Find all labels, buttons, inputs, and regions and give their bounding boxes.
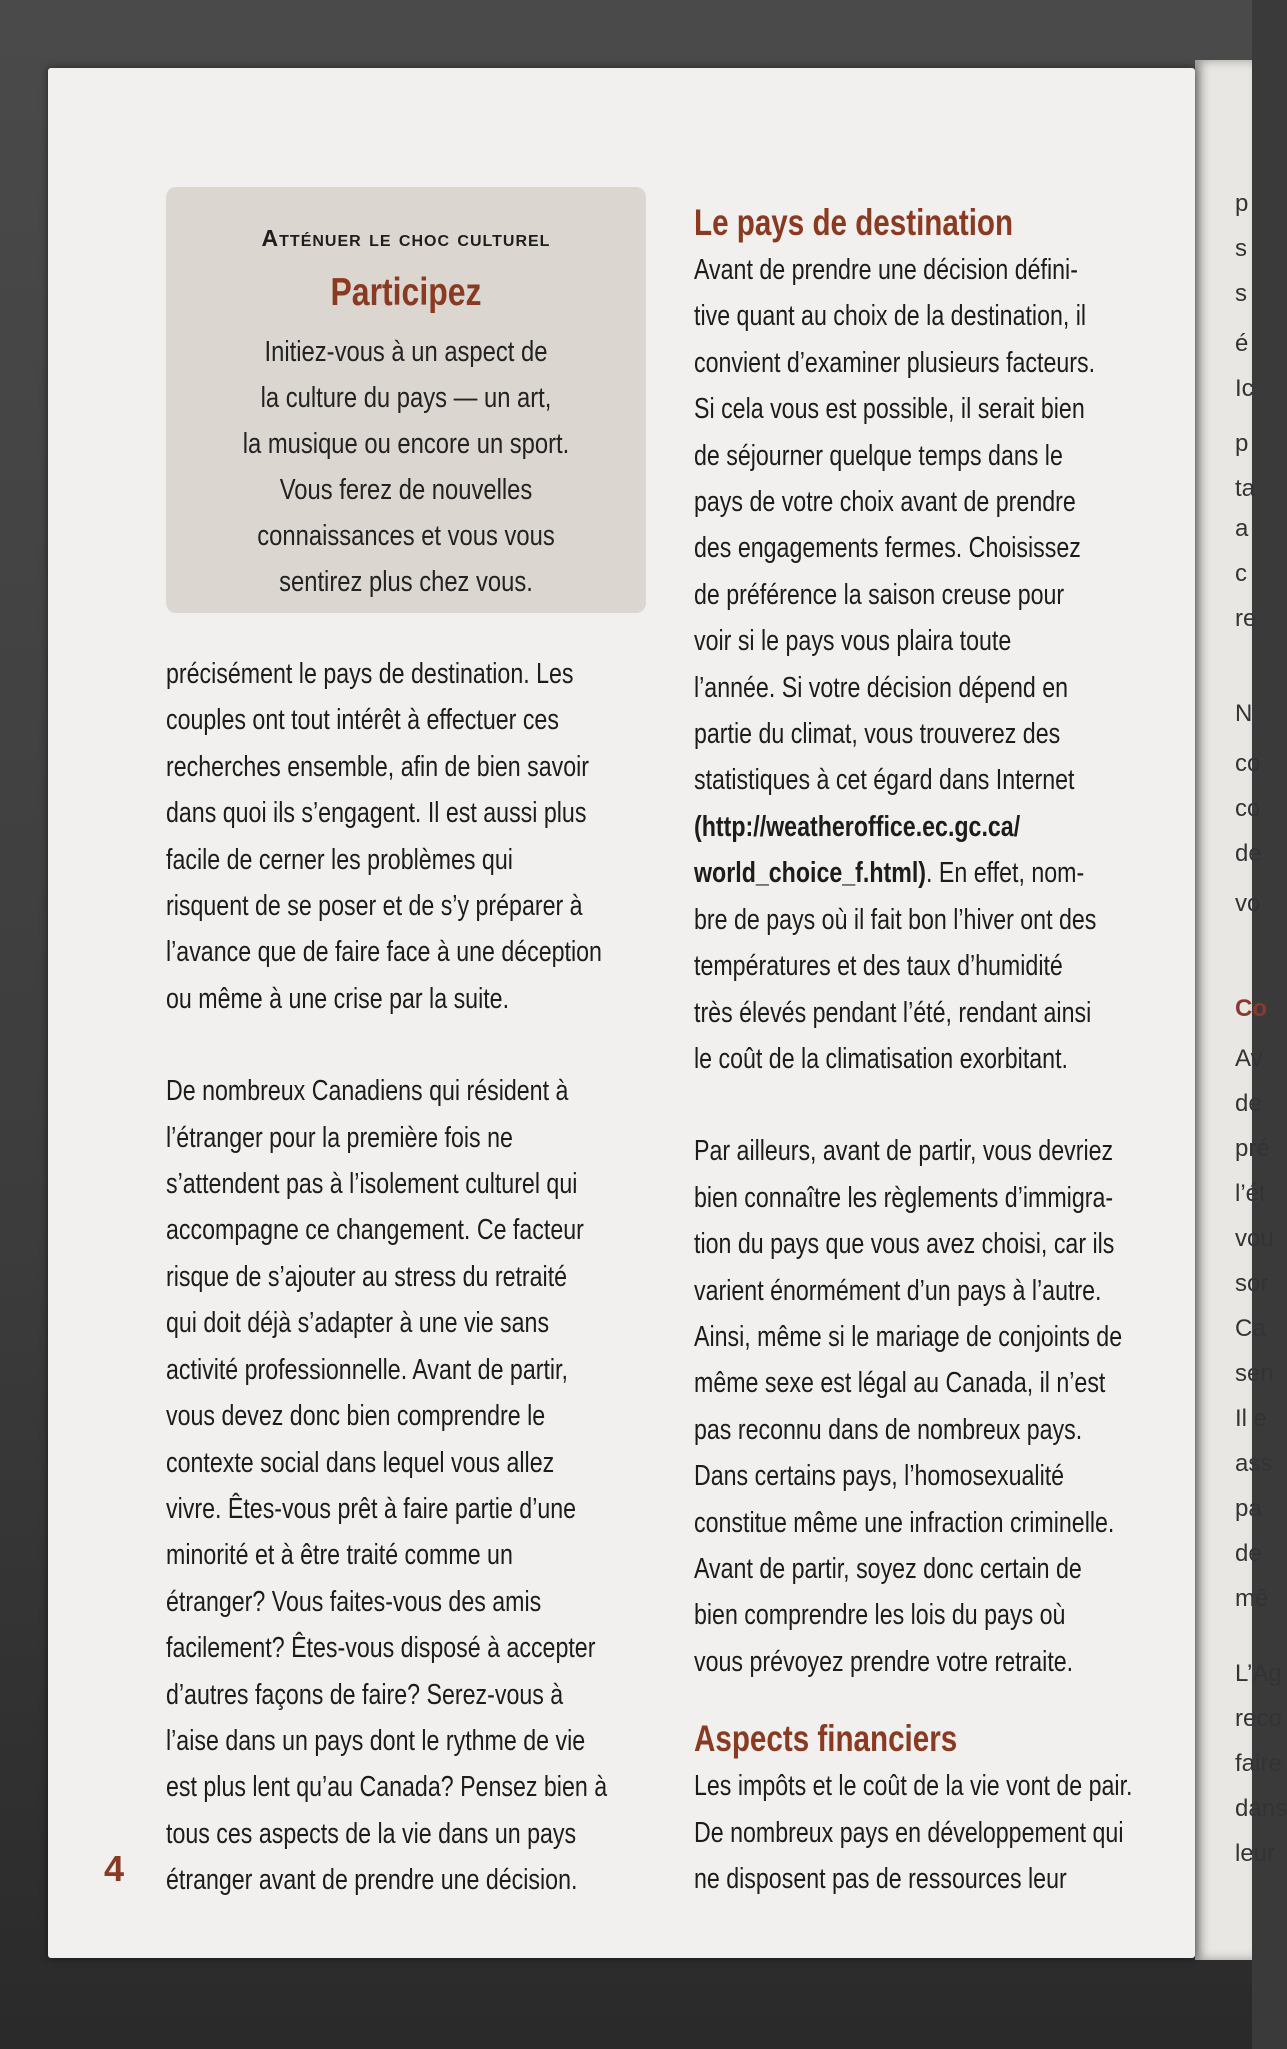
text-line: facilement? Êtes-vous disposé à accepter bbox=[166, 1632, 596, 1665]
next-page-text-fragment: p bbox=[1235, 190, 1249, 217]
text-line: est plus lent qu’au Canada? Pensez bien à bbox=[166, 1771, 608, 1804]
next-page-text-fragment: s bbox=[1235, 235, 1247, 262]
text-line: couples ont tout intérêt à effectuer ces bbox=[166, 704, 559, 737]
left-paragraph-1 bbox=[166, 651, 717, 1022]
next-page-text-fragment: l’ét bbox=[1235, 1180, 1266, 1207]
next-page-text-fragment: Il e bbox=[1235, 1405, 1268, 1432]
next-page-text-fragment: Ca bbox=[1235, 1315, 1266, 1342]
text-line: tive quant au choix de la destination, il bbox=[694, 300, 1087, 333]
text-line: accompagne ce changement. Ce facteur bbox=[166, 1214, 584, 1247]
text-line: étranger? Vous faites-vous des amis bbox=[166, 1585, 542, 1618]
callout-title: Participez bbox=[330, 271, 482, 314]
next-page-text-fragment: reco bbox=[1235, 1705, 1282, 1732]
text-line: activité professionnelle. Avant de partir, bbox=[166, 1353, 568, 1386]
text-line: contexte social dans lequel vous allez bbox=[166, 1446, 555, 1479]
text-line: tous ces aspects de la vie dans un pays bbox=[166, 1817, 577, 1850]
text-line: Avant de partir, soyez donc certain de bbox=[694, 1552, 1082, 1585]
text-line: voir si le pays vous plaira toute bbox=[694, 625, 1012, 658]
text-line: pas reconnu dans de nombreux pays. bbox=[694, 1413, 1083, 1446]
next-page-text-fragment: é bbox=[1235, 330, 1249, 357]
text-line: Les impôts et le coût de la vie vont de pair. bbox=[694, 1770, 1133, 1803]
next-page-text-fragment: dans bbox=[1235, 1795, 1287, 1822]
weather-url-end: world_choice_f.html) bbox=[694, 857, 927, 890]
next-page-text-fragment: mê bbox=[1235, 1585, 1269, 1612]
text-line: minorité et à être traité comme un bbox=[166, 1539, 513, 1572]
text-line: varient énormément d’un pays à l’autre. bbox=[694, 1274, 1102, 1307]
next-page-text-fragment: s bbox=[1235, 280, 1247, 307]
text-line: risque de s’ajouter au stress du retraité bbox=[166, 1260, 568, 1293]
text-line: l’année. Si votre décision dépend en bbox=[694, 671, 1069, 704]
right-paragraph-2 bbox=[694, 1128, 1242, 1685]
text-line: s’attendent pas à l’isolement culturel qui bbox=[166, 1168, 578, 1201]
text-line: précisément le pays de destination. Les bbox=[166, 658, 574, 690]
text-line: bien comprendre les lois du pays où bbox=[694, 1599, 1066, 1632]
next-page-text-fragment: pa bbox=[1235, 1495, 1262, 1522]
text-line: tion du pays que vous avez choisi, car ils bbox=[694, 1228, 1115, 1261]
text-line: bre de pays où il fait bon l’hiver ont des bbox=[694, 903, 1097, 936]
text-line: vivre. Êtes-vous prêt à faire partie d’une bbox=[166, 1492, 577, 1525]
next-page-text-fragment: L’Ag bbox=[1235, 1660, 1282, 1687]
text-line: l’avance que de faire face à une déception bbox=[166, 936, 602, 969]
text-line: Si cela vous est possible, il serait bien bbox=[694, 393, 1085, 426]
next-page-text-fragment: sen bbox=[1235, 1360, 1274, 1387]
text-line: ou même à une crise par la suite. bbox=[166, 982, 510, 1015]
callout-line: la musique ou encore un sport. bbox=[242, 428, 570, 460]
next-page-text-fragment: re bbox=[1235, 605, 1257, 632]
paragraph-gap bbox=[694, 1685, 1242, 1715]
text-line: Avant de prendre une décision défini- bbox=[694, 254, 1078, 286]
section-heading-destination: Le pays de destination bbox=[694, 202, 1014, 243]
text-line: dans quoi ils s’engagent. Il est aussi plus bbox=[166, 797, 587, 830]
paragraph-gap bbox=[166, 1022, 717, 1068]
text-line: étranger avant de prendre une décision. bbox=[166, 1864, 578, 1897]
text-line: recherches ensemble, afin de bien savoir bbox=[166, 750, 589, 783]
next-page-text-fragment: c bbox=[1235, 560, 1247, 587]
text-line: températures et des taux d’humidité bbox=[694, 950, 1063, 983]
text-line: d’autres façons de faire? Serez-vous à bbox=[166, 1678, 564, 1711]
text-line: l’étranger pour la première fois ne bbox=[166, 1121, 513, 1154]
text-line: constitue même une infraction criminelle. bbox=[694, 1506, 1115, 1539]
text-line: de séjourner quelque temps dans le bbox=[694, 439, 1063, 472]
callout-line: Initiez-vous à un aspect de bbox=[264, 336, 548, 368]
text-line: pays de votre choix avant de prendre bbox=[694, 486, 1076, 519]
left-paragraph-2 bbox=[166, 1068, 717, 1903]
next-page-text-fragment: ass bbox=[1235, 1450, 1273, 1477]
callout-heading: Atténuer le choc culturel bbox=[261, 225, 551, 251]
next-page-text-fragment: co bbox=[1235, 750, 1261, 777]
right-paragraph-3 bbox=[694, 1763, 1242, 1902]
culture-shock-callout-box bbox=[166, 187, 646, 613]
next-page-text-fragment: co bbox=[1235, 795, 1261, 822]
left-column bbox=[166, 651, 717, 1904]
paragraph-gap bbox=[694, 1082, 1242, 1128]
next-page-text-fragment: a bbox=[1235, 515, 1249, 542]
text-line: bien connaître les règlements d’immigra- bbox=[694, 1181, 1114, 1214]
next-page-text-fragment: pré bbox=[1235, 1135, 1270, 1162]
next-page-text-fragment: vou bbox=[1235, 1225, 1274, 1252]
text-line: Ainsi, même si le mariage de conjoints de bbox=[694, 1320, 1123, 1353]
next-page-text-fragment: ta bbox=[1235, 475, 1256, 502]
text-line: risquent de se poser et de s’y préparer à bbox=[166, 890, 583, 923]
right-paragraph-1 bbox=[694, 247, 1242, 1082]
text-line: De nombreux pays en développement qui bbox=[694, 1816, 1124, 1849]
text-line: partie du climat, vous trouverez des bbox=[694, 718, 1061, 751]
text-line: convient d’examiner plusieurs facteurs. bbox=[694, 346, 1096, 379]
section-heading-financial: Aspects financiers bbox=[694, 1718, 958, 1760]
text-line: très élevés pendant l’été, rendant ainsi bbox=[694, 996, 1092, 1029]
text-line: Dans certains pays, l’homosexualité bbox=[694, 1460, 1065, 1493]
right-column bbox=[694, 199, 1242, 1902]
text-line: Par ailleurs, avant de partir, vous devriez bbox=[694, 1135, 1114, 1168]
page-number: 4 bbox=[104, 1848, 125, 1889]
text-line: vous devez donc bien comprendre le bbox=[166, 1400, 546, 1433]
text-line: de préférence la saison creuse pour bbox=[694, 578, 1065, 611]
next-page-text-fragment: sor bbox=[1235, 1270, 1269, 1297]
text-line: statistiques à cet égard dans Internet bbox=[694, 764, 1075, 797]
next-page-text-fragment: vo bbox=[1235, 890, 1261, 917]
next-page-text-fragment: de bbox=[1235, 1090, 1262, 1117]
next-page-text-fragment: Ic bbox=[1235, 375, 1254, 402]
text-line: facile de cerner les problèmes qui bbox=[166, 843, 513, 876]
callout-line: connaissances et vous vous bbox=[257, 520, 555, 552]
next-page-text-fragment: faire bbox=[1235, 1750, 1282, 1777]
text-line: des engagements fermes. Choisissez bbox=[694, 532, 1081, 565]
next-page-text-fragment: de bbox=[1235, 1540, 1262, 1567]
callout-body bbox=[209, 329, 603, 605]
next-page-text-fragment: Av bbox=[1235, 1045, 1263, 1072]
text-line: le coût de la climatisation exorbitant. bbox=[694, 1042, 1068, 1075]
text-line: même sexe est légal au Canada, il n’est bbox=[694, 1367, 1106, 1400]
text-line bbox=[694, 850, 1132, 896]
callout-line: Vous ferez de nouvelles bbox=[279, 474, 533, 506]
next-page-text-fragment: p bbox=[1235, 430, 1249, 457]
callout-line: la culture du pays — un art, bbox=[260, 382, 552, 414]
next-page-text-fragment: Co bbox=[1235, 995, 1267, 1022]
next-page-text-fragment: N bbox=[1235, 700, 1253, 727]
document-page bbox=[48, 68, 1195, 1958]
text-line: De nombreux Canadiens qui résident à bbox=[166, 1075, 569, 1108]
callout-line: sentirez plus chez vous. bbox=[279, 566, 533, 598]
text-line: qui doit déjà s’adapter à une vie sans bbox=[166, 1307, 550, 1340]
text-line: ne disposent pas de ressources leur bbox=[694, 1863, 1067, 1895]
text-line: vous prévoyez prendre votre retraite. bbox=[694, 1645, 1074, 1678]
next-page-text-fragment: leur bbox=[1235, 1840, 1276, 1867]
weather-url-line: (http://weatheroffice.ec.gc.ca/ bbox=[694, 810, 1021, 843]
next-page-text-fragment: de bbox=[1235, 840, 1262, 867]
text-fragment: . En effet, nom- bbox=[926, 857, 1085, 890]
text-line: l’aise dans un pays dont le rythme de vie bbox=[166, 1724, 586, 1757]
